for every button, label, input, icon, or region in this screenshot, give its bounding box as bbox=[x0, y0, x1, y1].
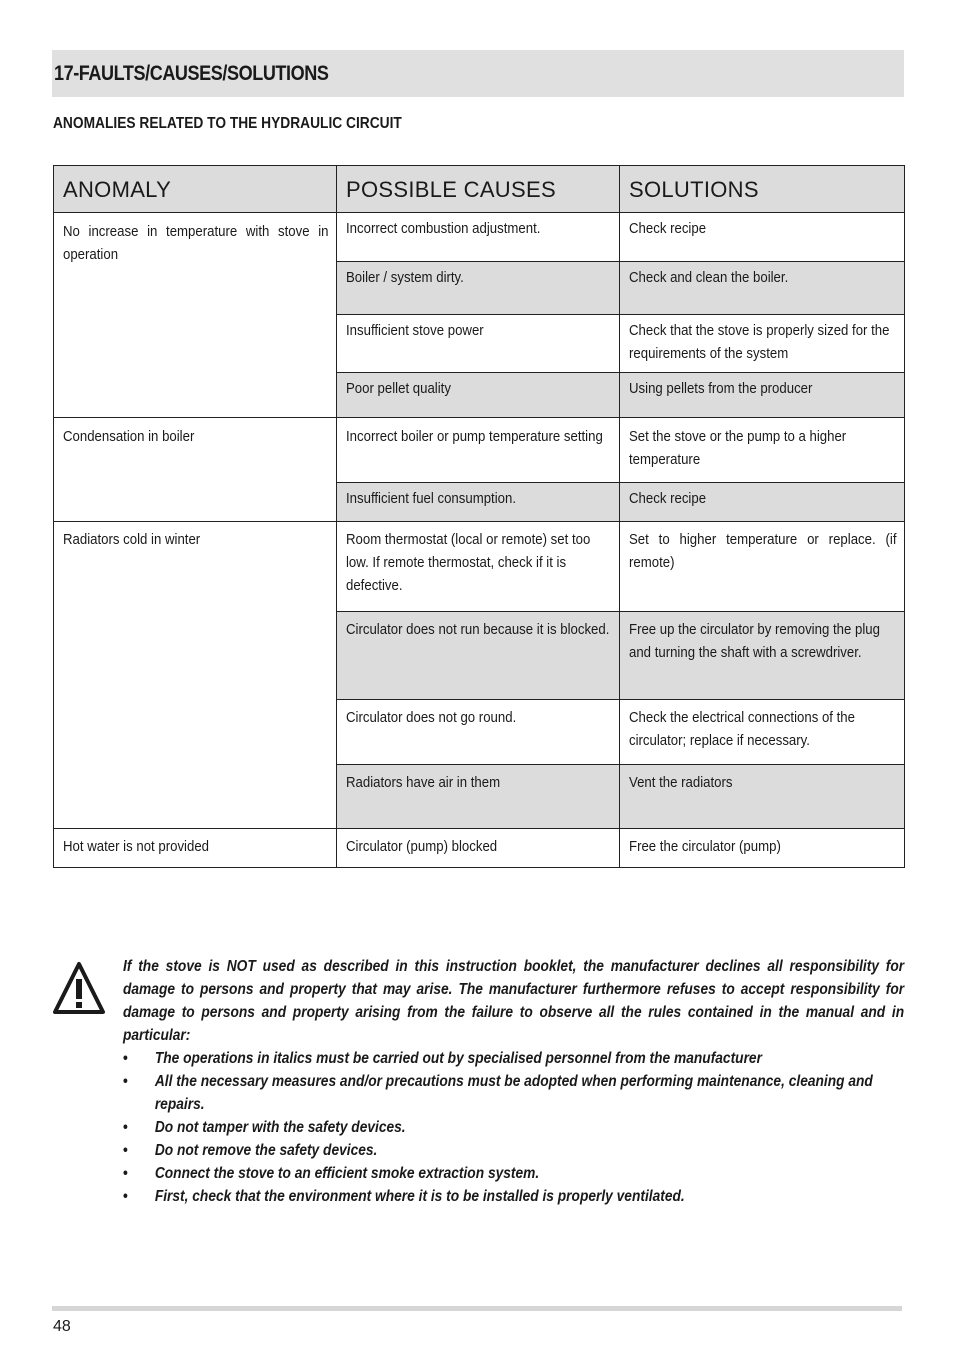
cause-cell bbox=[337, 765, 620, 829]
cause-text: Circulator (pump) blocked bbox=[346, 838, 498, 855]
bullet-icon: • bbox=[123, 1165, 128, 1182]
table-header-row bbox=[54, 166, 905, 213]
solution-cell bbox=[620, 315, 905, 373]
cause-cell bbox=[337, 829, 620, 868]
footer-divider bbox=[52, 1306, 902, 1311]
cause-cell bbox=[337, 612, 620, 700]
anomaly-text: No increase in temperature with stove in operation bbox=[63, 223, 329, 263]
solution-cell bbox=[620, 829, 905, 868]
list-item-text: Do not tamper with the safety devices. bbox=[154, 1119, 406, 1136]
warning-list bbox=[123, 1047, 904, 1208]
table-row bbox=[54, 213, 905, 262]
list-item bbox=[123, 1139, 904, 1162]
column-header-solutions: SOLUTIONS bbox=[620, 166, 905, 213]
page-number: 48 bbox=[53, 1318, 71, 1335]
table-row bbox=[54, 418, 905, 483]
list-item-text: All the necessary measures and/or precautions must be adopted when performing maintenance, cleaning and repairs. bbox=[154, 1073, 873, 1113]
solution-cell bbox=[620, 765, 905, 829]
solution-text: Vent the radiators bbox=[629, 774, 733, 791]
cause-cell bbox=[337, 213, 620, 262]
cause-text: Circulator does not go round. bbox=[346, 709, 517, 726]
solution-text: Set the stove or the pump to a higher temperature bbox=[629, 428, 847, 468]
solution-text: Using pellets from the producer bbox=[629, 380, 813, 397]
table-row bbox=[54, 522, 905, 612]
solution-text: Check recipe bbox=[629, 220, 707, 237]
bullet-icon: • bbox=[123, 1188, 128, 1205]
cause-cell bbox=[337, 373, 620, 418]
solution-cell bbox=[620, 700, 905, 765]
anomaly-cell bbox=[54, 522, 337, 829]
solution-text: Check and clean the boiler. bbox=[629, 269, 789, 286]
cause-cell bbox=[337, 483, 620, 522]
cause-text: Boiler / system dirty. bbox=[346, 269, 464, 286]
list-item bbox=[123, 1162, 904, 1185]
column-header-anomaly: ANOMALY bbox=[54, 166, 337, 213]
warning-triangle-icon bbox=[52, 960, 106, 1018]
bullet-icon: • bbox=[123, 1142, 128, 1159]
faults-table bbox=[53, 165, 905, 868]
cause-cell bbox=[337, 315, 620, 373]
anomaly-text: Radiators cold in winter bbox=[63, 531, 201, 548]
solution-cell bbox=[620, 483, 905, 522]
solution-text: Set to higher temperature or replace. (if remote) bbox=[629, 531, 897, 571]
anomaly-text: Condensation in boiler bbox=[63, 428, 195, 445]
cause-text: Radiators have air in them bbox=[346, 774, 501, 791]
list-item-text: Connect the stove to an efficient smoke extraction system. bbox=[154, 1165, 540, 1182]
solution-text: Free the circulator (pump) bbox=[629, 838, 781, 855]
page-title: 17-FAULTS/CAUSES/SOLUTIONS bbox=[54, 62, 329, 85]
cause-cell bbox=[337, 700, 620, 765]
cause-text: Poor pellet quality bbox=[346, 380, 451, 397]
bullet-icon: • bbox=[123, 1073, 128, 1090]
list-item-text: Do not remove the safety devices. bbox=[154, 1142, 378, 1159]
warning-body bbox=[123, 955, 904, 1208]
list-item-text: The operations in italics must be carried out by specialised personnel from the manufacturer bbox=[154, 1050, 762, 1067]
cause-text: Circulator does not run because it is blocked. bbox=[346, 621, 610, 638]
section-title-bar bbox=[52, 50, 904, 97]
cause-text: Room thermostat (local or remote) set too low. If remote thermostat, check if it is defective. bbox=[346, 531, 591, 594]
bullet-icon: • bbox=[123, 1050, 128, 1067]
list-item bbox=[123, 1070, 904, 1116]
warning-intro: If the stove is NOT used as described in this instruction booklet, the manufacturer declines all responsibility for damage to persons and property that may arise. The manufacturer furthermore refuses to accept responsibility for damage to persons and property arising from the failure to observe all the rules contained in the manual and in particular: bbox=[123, 958, 905, 1044]
solution-text: Free up the circulator by removing the plug and turning the shaft with a screwdriver. bbox=[629, 621, 880, 661]
solution-cell bbox=[620, 522, 905, 612]
solution-cell bbox=[620, 418, 905, 483]
anomaly-cell bbox=[54, 829, 337, 868]
anomaly-cell bbox=[54, 213, 337, 418]
solution-text: Check recipe bbox=[629, 490, 707, 507]
cause-cell bbox=[337, 262, 620, 315]
cause-text: Incorrect boiler or pump temperature setting bbox=[346, 428, 603, 445]
cause-cell bbox=[337, 418, 620, 483]
bullet-icon: • bbox=[123, 1119, 128, 1136]
cause-cell bbox=[337, 522, 620, 612]
solution-text: Check the electrical connections of the circulator; replace if necessary. bbox=[629, 709, 855, 749]
list-item bbox=[123, 1116, 904, 1139]
anomaly-text: Hot water is not provided bbox=[63, 838, 210, 855]
anomaly-cell bbox=[54, 418, 337, 522]
solution-cell bbox=[620, 213, 905, 262]
cause-text: Incorrect combustion adjustment. bbox=[346, 220, 541, 237]
section-subtitle: ANOMALIES RELATED TO THE HYDRAULIC CIRCUIT bbox=[53, 115, 402, 132]
table-row bbox=[54, 829, 905, 868]
cause-text: Insufficient fuel consumption. bbox=[346, 490, 516, 507]
list-item bbox=[123, 1185, 904, 1208]
list-item-text: First, check that the environment where it is to be installed is properly ventilated. bbox=[154, 1188, 685, 1205]
solution-cell bbox=[620, 612, 905, 700]
solution-cell bbox=[620, 262, 905, 315]
list-item bbox=[123, 1047, 904, 1070]
solution-text: Check that the stove is properly sized for the requirements of the system bbox=[629, 322, 890, 362]
cause-text: Insufficient stove power bbox=[346, 322, 484, 339]
solution-cell bbox=[620, 373, 905, 418]
column-header-causes: POSSIBLE CAUSES bbox=[337, 166, 620, 213]
